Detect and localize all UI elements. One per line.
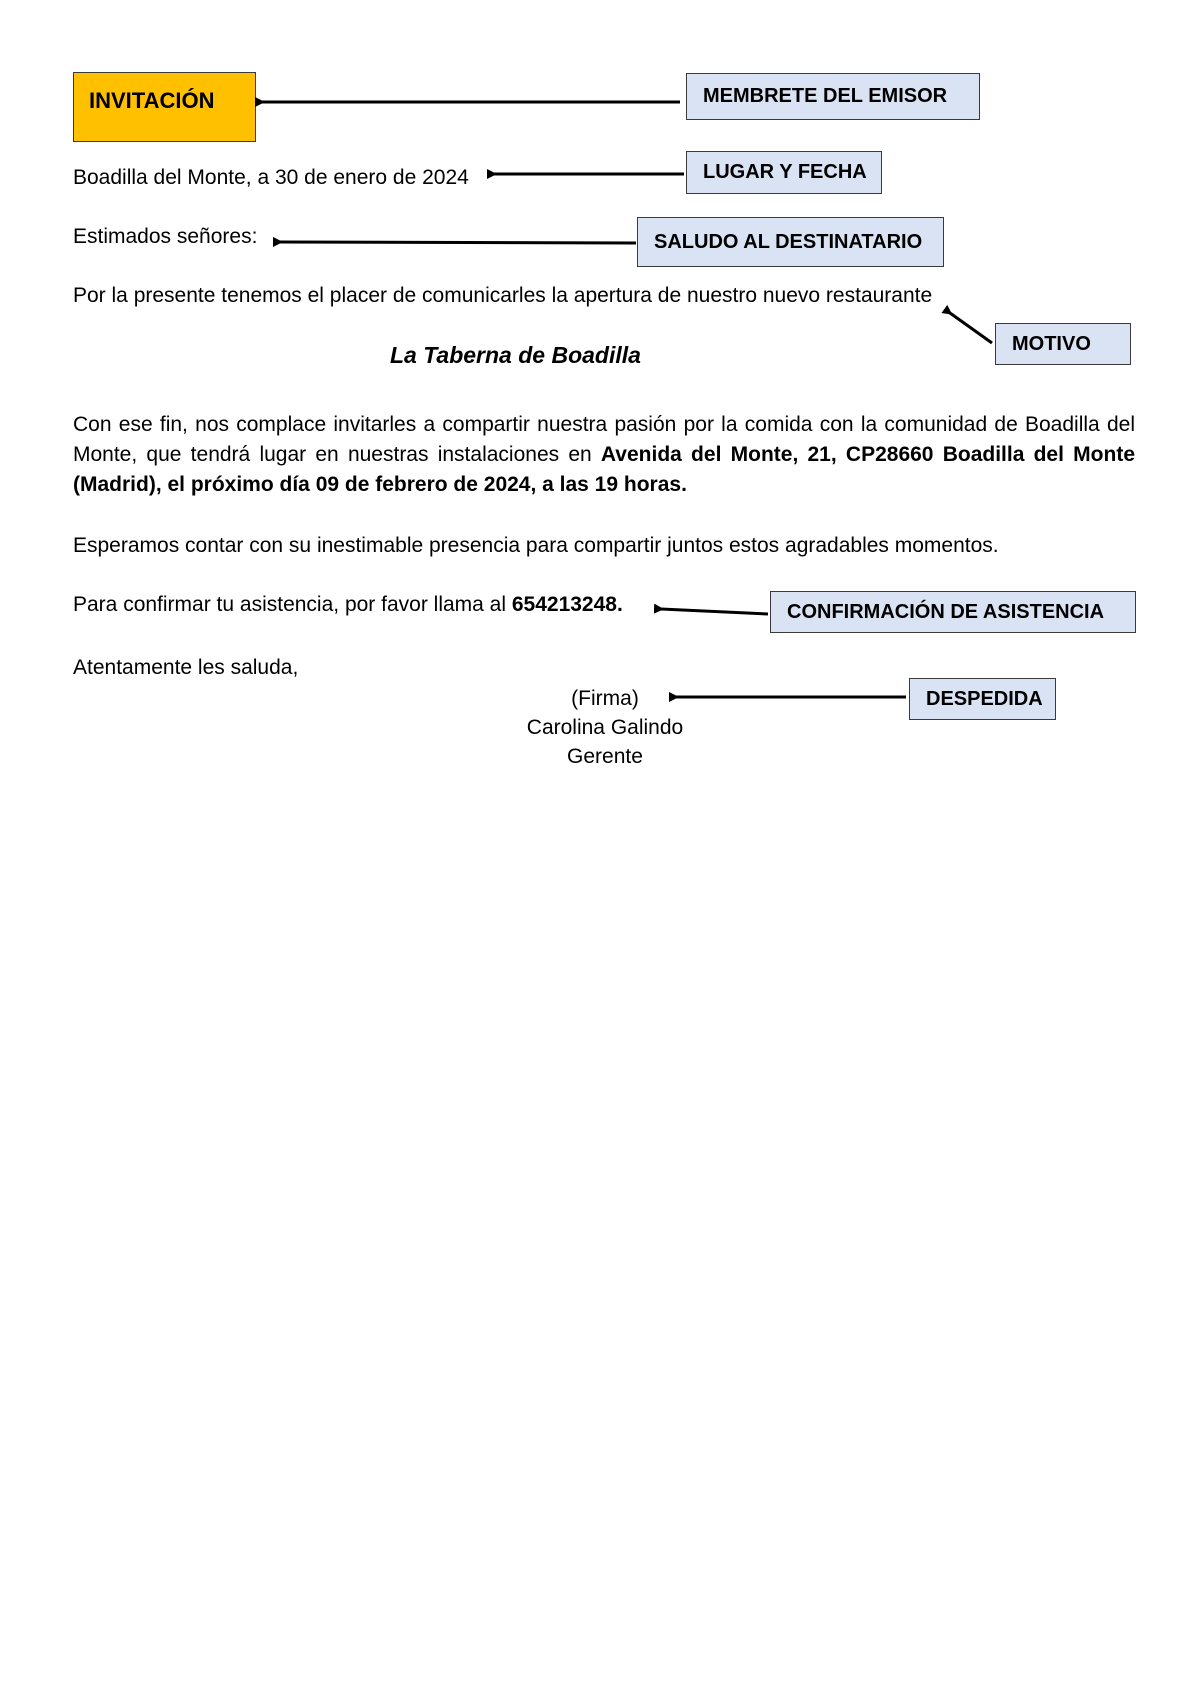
label-motivo xyxy=(995,323,1131,365)
label-confirmacion xyxy=(770,591,1136,633)
signature-block xyxy=(505,684,705,771)
confirm-phone: 654213248. xyxy=(511,593,623,616)
label-saludo-text: SALUDO AL DESTINATARIO xyxy=(654,230,923,253)
arrow-confirmacion xyxy=(661,609,768,614)
arrow-motivo xyxy=(950,313,992,343)
label-lugar-fecha xyxy=(686,151,882,194)
confirm-text: Para confirmar tu asistencia, por favor llama al xyxy=(73,593,512,616)
signature-placeholder: (Firma) xyxy=(571,687,639,710)
hope-text: Esperamos contar con su inestimable presencia para compartir juntos estos agradables momentos. xyxy=(73,534,999,557)
event-text-1: Con ese fin, nos complace invitarles a compartir nuestra pasión por la comida con la comunidad de Boadilla del Monte, que tendrá lugar en nuestras instalaciones en xyxy=(73,413,1135,466)
event-paragraph xyxy=(73,410,1135,500)
label-despedida xyxy=(909,678,1056,720)
letterhead-box xyxy=(73,72,256,142)
signer-role: Gerente xyxy=(567,745,643,768)
label-lugar-fecha-text: LUGAR Y FECHA xyxy=(703,161,867,183)
place-date: Boadilla del Monte, a 30 de enero de 2024 xyxy=(73,166,469,189)
restaurant-name: La Taberna de Boadilla xyxy=(390,342,641,368)
label-saludo xyxy=(637,217,944,267)
label-despedida-text: DESPEDIDA xyxy=(926,687,1043,710)
label-membrete xyxy=(686,73,980,120)
confirm-line xyxy=(73,590,623,620)
event-text-2: , el próximo día 09 de febrero de 2024, a las 19 horas. xyxy=(155,473,687,496)
label-confirmacion-text: CONFIRMACIÓN DE ASISTENCIA xyxy=(787,600,1105,623)
intro-text: Por la presente tenemos el placer de comunicarles la apertura de nuestro nuevo restaurante xyxy=(73,284,933,307)
label-motivo-text: MOTIVO xyxy=(1012,332,1091,355)
signer-name: Carolina Galindo xyxy=(526,716,684,739)
event-address: Avenida del Monte, 21, CP28660 Boadilla del Monte (Madrid) xyxy=(73,443,1135,496)
arrow-saludo xyxy=(280,242,636,243)
label-membrete-text: MEMBRETE DEL EMISOR xyxy=(703,85,948,107)
greeting: Estimados señores: xyxy=(73,225,258,248)
letterhead-title: INVITACIÓN xyxy=(89,88,215,113)
closing-text: Atentamente les saluda, xyxy=(73,656,299,679)
